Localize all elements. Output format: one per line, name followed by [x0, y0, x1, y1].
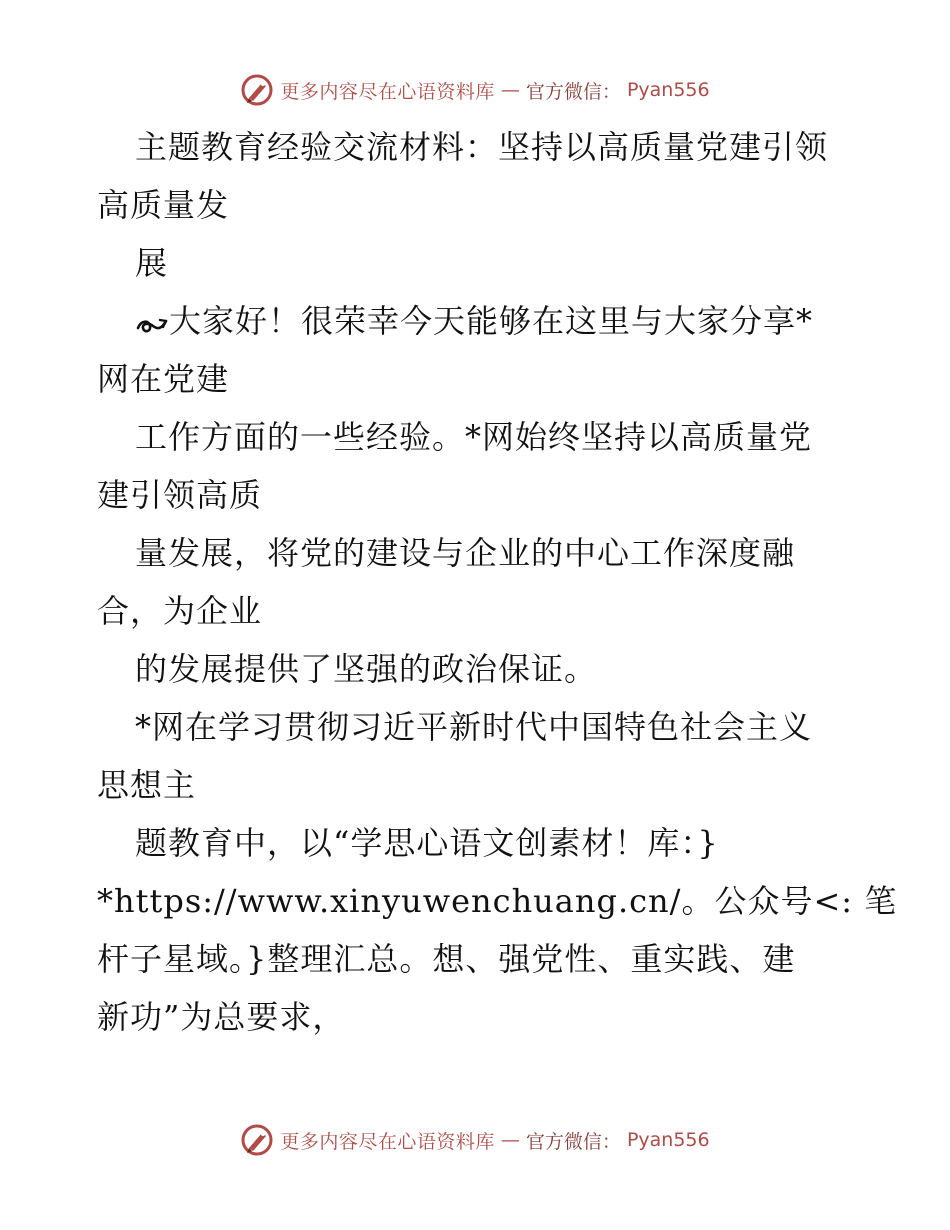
wechat-id: Pyan556 — [626, 79, 710, 101]
paragraph-line: 量发展，将党的建设与企业的中心工作深度融 — [135, 534, 796, 572]
title-line-2: 高质量发 — [97, 186, 230, 224]
pen-logo-icon — [240, 73, 274, 107]
wechat-label: 官方微信： — [525, 80, 621, 103]
flourish-icon — [135, 308, 169, 340]
document-body — [97, 118, 898, 1046]
title-line-1: 主题教育经验交流材料：坚持以高质量党建引领 — [135, 128, 829, 166]
title-line-3: 展 — [135, 244, 169, 282]
wechat-label: 官方微信： — [525, 1130, 621, 1153]
banner-text: 更多内容尽在心语资料库 — [280, 80, 495, 103]
paragraph-line: *网在学习贯彻习近平新时代中国特色社会主义 — [135, 708, 813, 746]
wechat-id: Pyan556 — [626, 1129, 710, 1151]
banner-dash: — — [500, 1129, 520, 1151]
banner-dash: — — [500, 79, 520, 101]
paragraph-line: 题教育中，以“学思心语文创素材！库：} — [135, 824, 719, 862]
header-banner — [0, 68, 950, 112]
banner-text: 更多内容尽在心语资料库 — [280, 1130, 495, 1153]
paragraph-line: 工作方面的一些经验。*网始终坚持以高质量党 — [135, 418, 813, 456]
pen-logo-icon — [240, 1123, 274, 1157]
paragraph-line: 杆子星域。}整理汇总。想、强党性、重实践、建 — [97, 940, 796, 978]
paragraph-line: 建引领高质 — [97, 476, 263, 514]
paragraph-line: *https://www.xinyuwenchuang.cn/。公众号<: 笔 — [97, 882, 898, 920]
paragraph-line: 的发展提供了坚强的政治保证。 — [135, 650, 598, 688]
paragraph-text: 大家好！很荣幸今天能够在这里与大家分享* — [169, 302, 814, 340]
footer-banner — [0, 1118, 950, 1162]
paragraph-line: 新功”为总要求， — [97, 998, 346, 1036]
paragraph-line: 合，为企业 — [97, 592, 263, 630]
paragraph-line — [97, 292, 887, 350]
paragraph-line: 思想主 — [97, 766, 197, 804]
paragraph-line: 网在党建 — [97, 360, 230, 398]
